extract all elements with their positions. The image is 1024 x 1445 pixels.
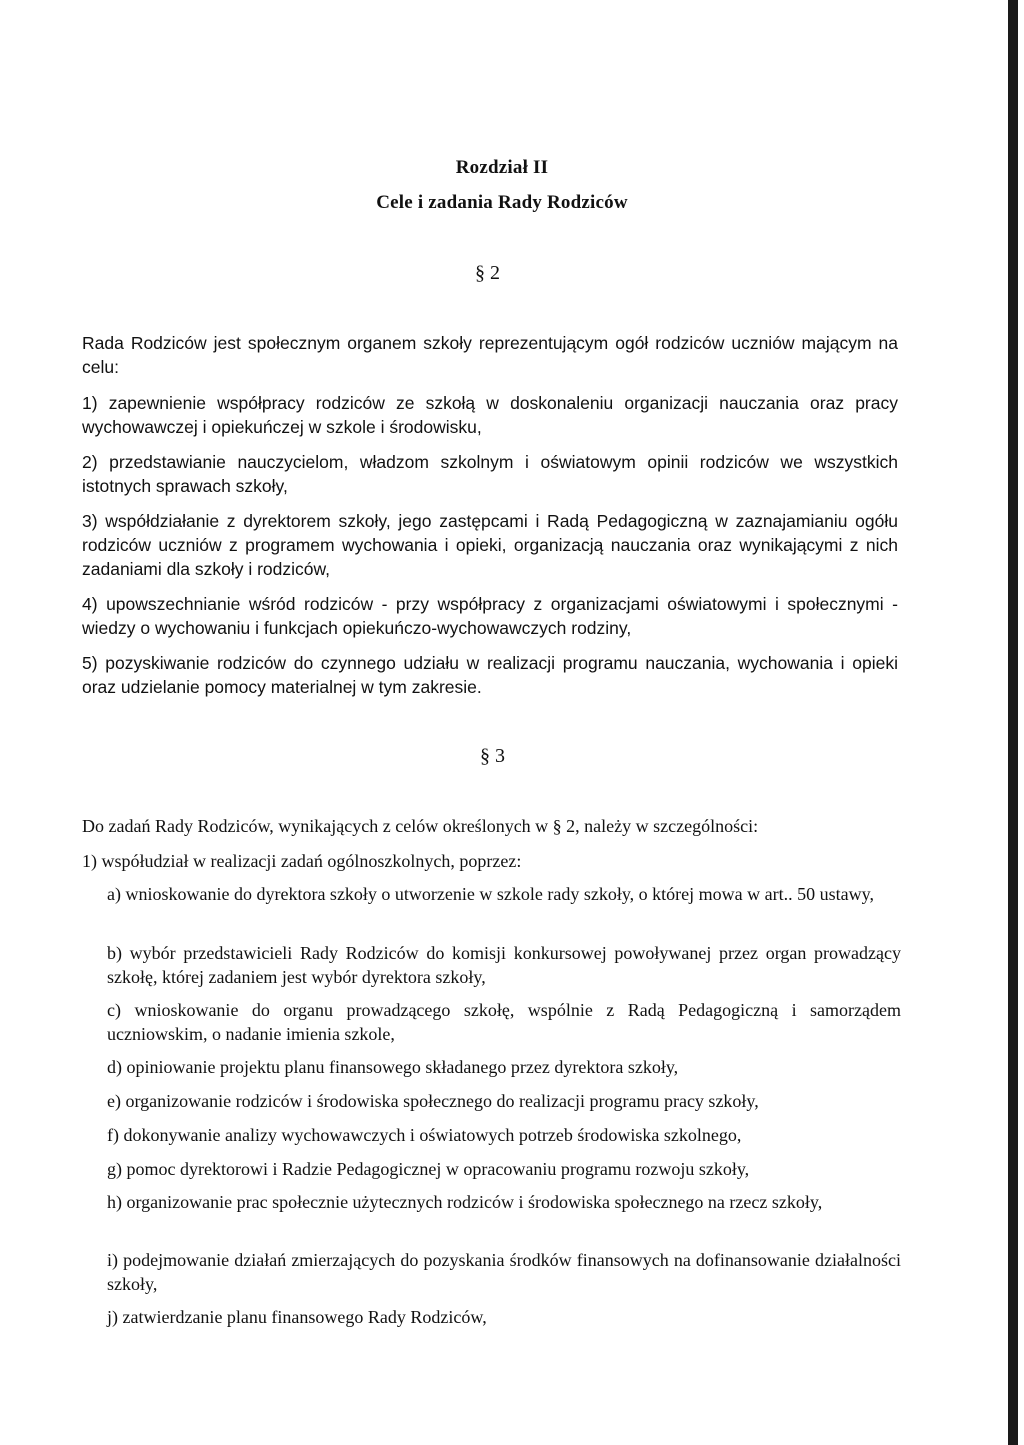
section-3-subitem-i: i) podejmowanie działań zmierzających do pozyskania środków finansowych na dofinansowanie działalności szkoły, [107,1250,901,1294]
section-2-item-5: 5) pozyskiwanie rodziców do czynnego udziału w realizacji programu nauczania, wychowania i opieki oraz udzielanie pomocy materialnej w tym zakresie. [82,653,898,697]
section-3-subitem-d: d) opiniowanie projektu planu finansowego składanego przez dyrektora szkoły, [107,1057,679,1077]
section-3-subitem-h: h) organizowanie prac społecznie użytecznych rodziców i środowiska społecznego na rzecz szkoły, [107,1192,823,1212]
section-3-subitem-a: a) wnioskowanie do dyrektora szkoły o utworzenie w szkole rady szkoły, o której mowa w art.. 50 ustawy, [107,884,874,904]
section-3-mark: § 3 [480,745,505,767]
section-2-item-1: 1) zapewnienie współpracy rodziców ze szkołą w doskonaleniu organizacji nauczania oraz pracy wychowawczej i opiekuńczej w szkole i środowisku, [82,393,898,437]
section-2-item-3: 3) współdziałanie z dyrektorem szkoły, jego zastępcami i Radą Pedagogiczną w zaznajamianiu ogółu rodziców uczniów z programem wychowania i opieki, organizacją nauczania oraz wynikającymi z nich zadaniami dla szkoły i rodziców, [82,511,898,579]
section-2-intro: Rada Rodziców jest społecznym organem szkoły reprezentującym ogół rodziców uczniów mającym na celu: [82,333,898,377]
section-3-point-1: 1) współudział w realizacji zadań ogólnoszkolnych, poprzez: [82,851,522,871]
section-2-mark: § 2 [475,262,500,284]
section-2-item-4: 4) upowszechnianie wśród rodziców - przy współpracy z organizacjami oświatowymi i społecznymi - wiedzy o wychowaniu i funkcjach opiekuńczo-wychowawczych rodziny, [82,594,898,638]
section-2-item-2: 2) przedstawianie nauczycielom, władzom szkolnym i oświatowym opinii rodziców we wszystkich istotnych sprawach szkoły, [82,452,898,496]
chapter-subtitle: Cele i zadania Rady Rodziców [376,192,628,213]
section-3-subitem-b: b) wybór przedstawicieli Rady Rodziców do komisji konkursowej powoływanej przez organ prowadzący szkołę, której zadaniem jest wybór dyrektora szkoły, [107,943,901,987]
scan-edge [1008,0,1018,1445]
section-3-intro: Do zadań Rady Rodziców, wynikających z celów określonych w § 2, należy w szczególności: [82,816,759,836]
chapter-title: Rozdział II [455,157,549,178]
section-3-subitem-c: c) wnioskowanie do organu prowadzącego szkołę, wspólnie z Radą Pedagogiczną i samorządem uczniowskim, o nadanie imienia szkole, [107,1000,901,1044]
section-3-subitem-f: f) dokonywanie analizy wychowawczych i oświatowych potrzeb środowiska szkolnego, [107,1125,742,1145]
section-3-subitem-j: j) zatwierdzanie planu finansowego Rady Rodziców, [107,1307,487,1327]
section-3-subitem-g: g) pomoc dyrektorowi i Radzie Pedagogicznej w opracowaniu programu rozwoju szkoły, [107,1159,750,1179]
section-3-subitem-e: e) organizowanie rodziców i środowiska społecznego do realizacji programu pracy szkoły, [107,1091,759,1111]
